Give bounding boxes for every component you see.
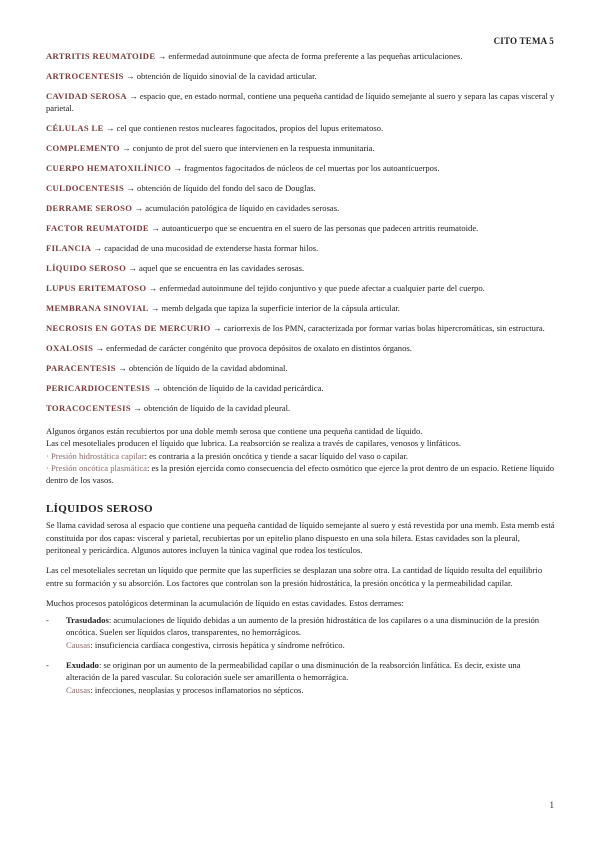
definition-term: FILANCIA bbox=[46, 243, 92, 254]
definition-text: aquel que se encuentra en las cavidades serosas. bbox=[139, 263, 305, 274]
arrow-icon: → bbox=[148, 283, 158, 294]
definition-term: FACTOR REUMATOIDE bbox=[46, 223, 149, 234]
definition-term: DERRAME SEROSO bbox=[46, 203, 133, 214]
definition-item bbox=[46, 302, 556, 314]
definition-term: CULDOCENTESIS bbox=[46, 183, 125, 194]
arrow-icon: → bbox=[105, 123, 115, 134]
page-number: 1 bbox=[549, 800, 554, 810]
definition-item bbox=[46, 70, 556, 82]
causes-label: Causas bbox=[66, 684, 91, 695]
causes-text: : insuficiencia cardíaca congestiva, cirrosis hepática y síndrome nefrótico. bbox=[90, 639, 345, 650]
arrow-icon: → bbox=[152, 383, 161, 394]
definition-text: obtención de líquido del fondo del saco de Douglas. bbox=[137, 183, 316, 194]
definition-item bbox=[46, 202, 556, 214]
definition-text: obtención de líquido de la cavidad pericárdica. bbox=[163, 383, 324, 394]
intro-block bbox=[46, 425, 556, 487]
bullet-term: Presión oncótica plasmática bbox=[51, 463, 147, 474]
definition-item bbox=[46, 50, 556, 62]
definition-item bbox=[46, 162, 556, 174]
definition-item bbox=[46, 242, 556, 254]
dash-marker: - bbox=[46, 614, 49, 625]
definition-text: memb delgada que tapiza la superficie interior de la cápsula articular. bbox=[161, 303, 400, 314]
list-item-term: Trasudados bbox=[66, 614, 109, 625]
bullet-text: : es la presión ejercida como consecuencia del efecto osmótico que ejerce la prot dentro de un espacio. Retiene líquido dentro de los vasos. bbox=[46, 463, 555, 486]
definition-text: fragmentos fagocitados de núcleos de cel muertas por los autoanticuerpos. bbox=[184, 163, 440, 174]
definition-term: NECROSIS EN GOTAS DE MERCURIO bbox=[46, 323, 211, 334]
definition-text: espacio que, en estado normal, contiene una pequeña cantidad de líquido semejante al suero y separa las capas visceral y parietal. bbox=[46, 91, 555, 114]
definition-text: conjunto de prot del suero que intervienen en la respuesta inmunitaria. bbox=[132, 143, 375, 154]
definition-term: CAVIDAD SEROSA bbox=[46, 91, 127, 101]
definition-term: MEMBRANA SINOVIAL bbox=[46, 303, 149, 314]
list-item bbox=[46, 614, 556, 651]
definition-item bbox=[46, 142, 556, 154]
causes-text: : infecciones, neoplasias y procesos inflamatorios no sépticos. bbox=[90, 684, 304, 695]
dash-marker: - bbox=[46, 659, 49, 670]
definition-text: autoanticuerpo que se encuentra en el suero de las personas que padecen artritis reumatoide. bbox=[161, 223, 479, 234]
causes-label: Causas bbox=[66, 639, 91, 650]
definition-item bbox=[46, 342, 556, 354]
arrow-icon: → bbox=[173, 163, 182, 174]
definition-term: OXALOSIS bbox=[46, 343, 94, 354]
effusion-list bbox=[46, 614, 556, 696]
definition-term: LUPUS ERITEMATOSO bbox=[46, 283, 147, 294]
list-item-text: : se originan por un aumento de la permeabilidad capilar o una disminución de la reabsorción linfática. Es decir, existe una alteración de la pared vascular. Su coloración suele ser amarillenta o hemorrágica. bbox=[66, 659, 521, 683]
definition-text: enfermedad autoinmune que afecta de forma preferente a las pequeñas articulaciones. bbox=[168, 51, 463, 61]
arrow-icon: → bbox=[128, 263, 137, 274]
list-item bbox=[46, 659, 556, 696]
definition-item bbox=[46, 402, 556, 414]
arrow-icon: → bbox=[122, 143, 131, 154]
list-item-text: : acumulaciones de líquido debidas a un aumento de la presión hidrostática de los capilares o a una disminución de la presión oncótica. Suelen ser líquidos claros, transparentes, no hemorrágicos. bbox=[66, 614, 540, 638]
arrow-icon: → bbox=[118, 363, 127, 374]
definition-term: ARTROCENTESIS bbox=[46, 71, 124, 81]
arrow-icon: → bbox=[150, 303, 160, 314]
definition-text: cel que contienen restos nucleares fagocitados, propios del lupus eritematoso. bbox=[116, 123, 384, 134]
paragraph: Las cel mesoteliales secretan un líquido que permite que las superficies se desplazan una sobre otra. La cantidad de líquido resulta del equilibrio entre su formación y su absorción. Los factores que controlan son la presión hidrostática, la presión oncótica y la permeabilidad capilar. bbox=[46, 565, 543, 588]
definition-text: cariorrexis de los PMN, caracterizada por formar varias bolas hipercromáticas, sin estructura. bbox=[223, 323, 545, 334]
definitions-list bbox=[46, 50, 556, 415]
definition-item bbox=[46, 282, 556, 294]
arrow-icon: → bbox=[126, 183, 135, 194]
definition-item bbox=[46, 222, 556, 234]
bullet-term: Presión hidrostática capilar bbox=[51, 450, 145, 461]
causes-line bbox=[66, 684, 556, 696]
intro-line: Algunos órganos están recubiertos por una doble memb serosa que contiene una pequeña cantidad de líquido. bbox=[46, 425, 423, 436]
arrow-icon: → bbox=[134, 203, 144, 214]
intro-bullet bbox=[46, 462, 556, 487]
definition-term: LÍQUIDO SEROSO bbox=[46, 263, 127, 274]
arrow-icon: → bbox=[95, 343, 104, 354]
definition-text: enfermedad autoinmune del tejido conjuntivo y que puede afectar a cualquier parte del cuerpo. bbox=[159, 283, 485, 294]
page-content bbox=[46, 50, 556, 704]
definition-item bbox=[46, 322, 556, 334]
arrow-icon: → bbox=[157, 51, 167, 61]
definition-text: obtención de líquido de la cavidad abdominal. bbox=[128, 363, 288, 374]
definition-term: PARACENTESIS bbox=[46, 363, 116, 374]
definition-item bbox=[46, 90, 556, 115]
definition-item bbox=[46, 362, 556, 374]
arrow-icon: → bbox=[129, 91, 138, 101]
section-heading: LÍQUIDOS SEROSO bbox=[46, 502, 153, 515]
definition-text: acumulación patológica de líquido en cavidades serosas. bbox=[145, 203, 340, 214]
definition-item bbox=[46, 182, 556, 194]
definition-term: ARTRITIS REUMATOIDE bbox=[46, 51, 156, 61]
arrow-icon: → bbox=[125, 71, 135, 81]
definition-term: CÉLULAS LE bbox=[46, 123, 104, 134]
definition-item bbox=[46, 382, 556, 394]
arrow-icon: → bbox=[212, 323, 222, 334]
intro-bullet bbox=[46, 450, 556, 462]
arrow-icon: → bbox=[133, 403, 142, 414]
paragraph: Muchos procesos patológicos determinan la acumulación de líquido en estas cavidades. Estos derrames: bbox=[46, 598, 404, 609]
definition-text: obtención de líquido sinovial de la cavidad articular. bbox=[136, 71, 317, 81]
definition-term: COMPLEMENTO bbox=[46, 143, 120, 154]
arrow-icon: → bbox=[151, 223, 160, 234]
definition-text: obtención de líquido de la cavidad pleural. bbox=[143, 403, 291, 414]
list-item-term: Exudado bbox=[66, 659, 99, 670]
definition-term: PERICARDIOCENTESIS bbox=[46, 383, 151, 394]
paragraph: Se llama cavidad serosa al espacio que contiene una pequeña cantidad de líquido semejante al suero y está revestida por una memb. Esta memb está constituida por dos capas: visceral y parietal, recubiertas por un epitelio plano dispuesto en una sola hilera. Estas cavidades son la pleural, peritoneal y pericárdica. Algunos autores incluyen la túnica vaginal que rodea los testículos. bbox=[46, 520, 555, 556]
document-header: CITO TEMA 5 bbox=[493, 36, 554, 46]
definition-text: capacidad de una mucosidad de extenderse hasta formar hilos. bbox=[104, 243, 319, 254]
definition-item bbox=[46, 122, 556, 134]
definition-text: enfermedad de carácter congénito que provoca depósitos de oxalato en distintos órganos. bbox=[106, 343, 412, 354]
definition-term: CUERPO HEMATOXILÍNICO bbox=[46, 163, 172, 174]
bullet-marker: · bbox=[46, 463, 49, 474]
intro-line: Las cel mesoteliales producen el líquido que lubrica. La reabsorción se realiza a través de capilares, venosos y linfáticos. bbox=[46, 438, 461, 449]
definition-item bbox=[46, 262, 556, 274]
definition-term: TORACOCENTESIS bbox=[46, 403, 131, 414]
bullet-marker: · bbox=[46, 450, 49, 461]
bullet-text: : es contraria a la presión oncótica y tiende a sacar líquido del vaso o capilar. bbox=[144, 450, 409, 461]
arrow-icon: → bbox=[93, 243, 103, 254]
causes-line bbox=[66, 639, 556, 651]
